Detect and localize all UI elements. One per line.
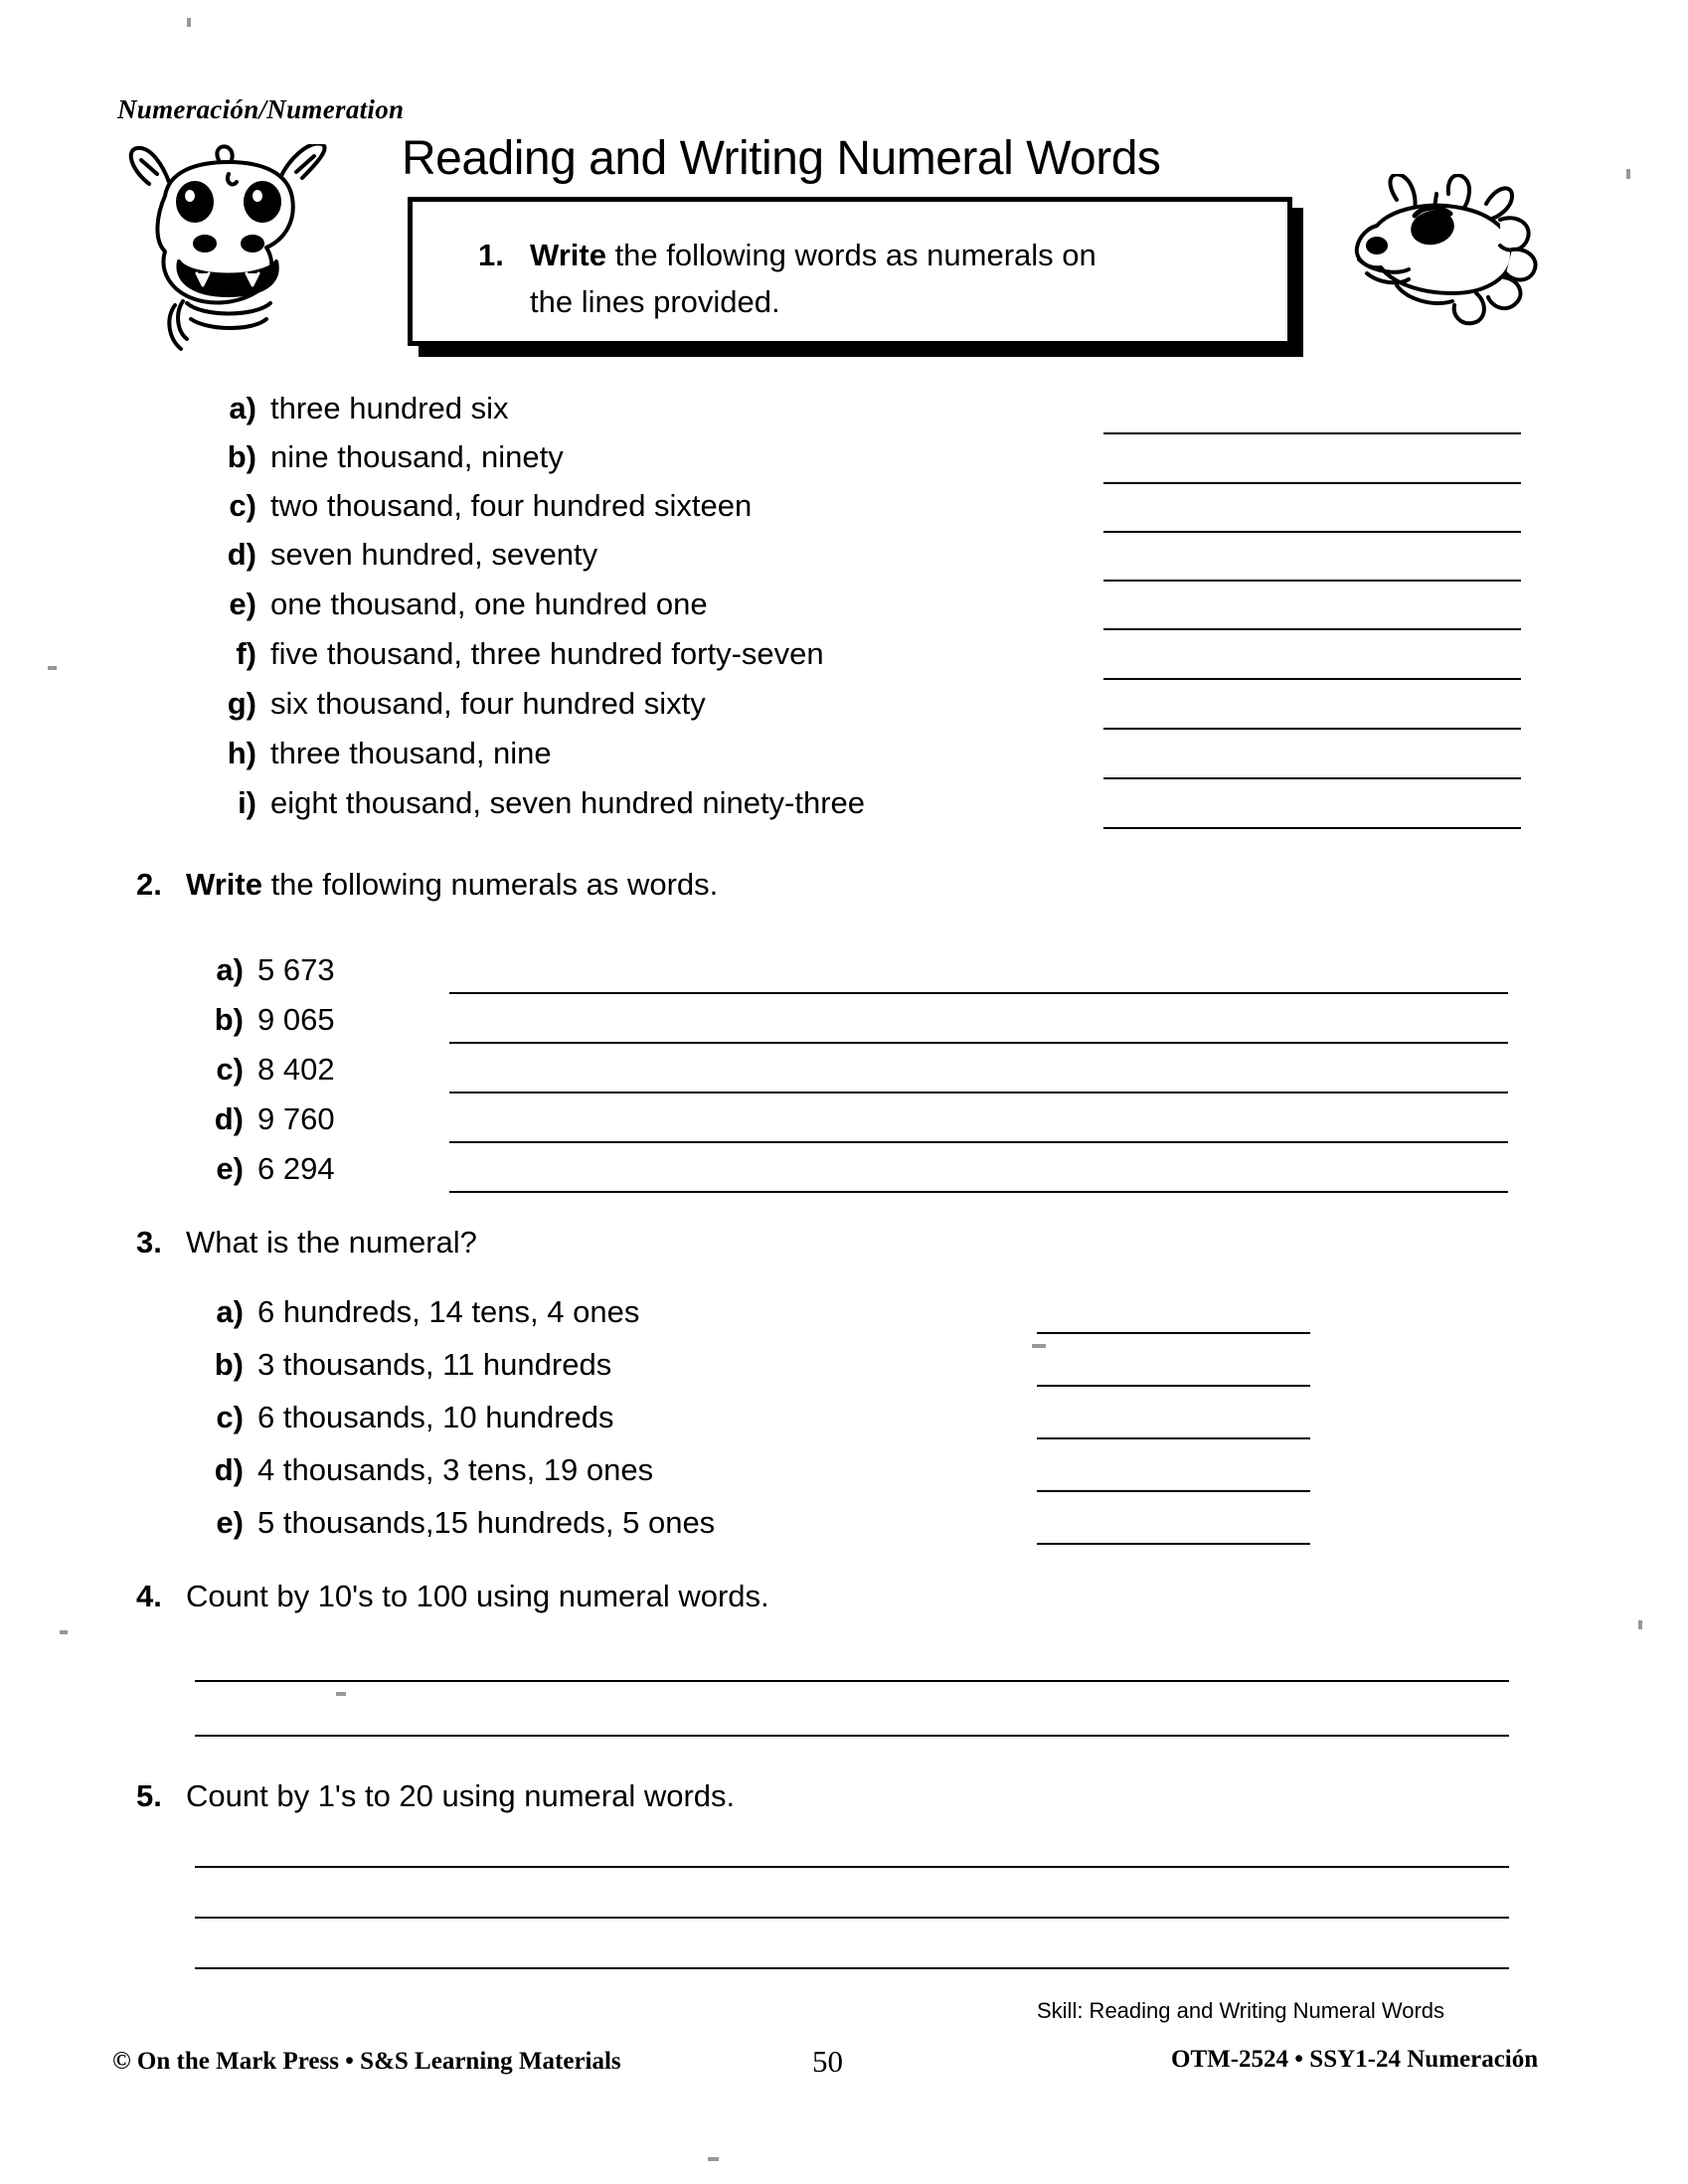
item-label: d) <box>214 1452 244 1487</box>
list-item <box>196 1151 335 1187</box>
question-text: What is the numeral? <box>186 1225 477 1260</box>
answer-line[interactable] <box>1037 1437 1310 1439</box>
instruction-text <box>478 232 1264 325</box>
scan-speckle <box>48 666 57 670</box>
scan-speckle <box>60 1630 68 1634</box>
item-label: b) <box>214 1347 244 1382</box>
instruction-line1: the following words as numerals on <box>605 238 1097 272</box>
answer-line[interactable] <box>1103 728 1521 730</box>
item-label: i) <box>238 785 256 820</box>
footer-copyright: © On the Mark Press • S&S Learning Materials <box>112 2048 621 2075</box>
list-item <box>196 1400 614 1435</box>
answer-line[interactable] <box>449 1191 1508 1193</box>
list-item <box>196 1505 715 1541</box>
item-text: eight thousand, seven hundred ninety-three <box>270 785 866 820</box>
list-item <box>209 686 706 722</box>
instruction-box <box>408 197 1292 346</box>
list-item <box>209 391 509 426</box>
scan-speckle <box>187 18 191 27</box>
item-label: e) <box>216 1151 244 1186</box>
scan-speckle <box>1032 1344 1046 1348</box>
item-label: a) <box>229 391 256 425</box>
question-number: 2. <box>136 867 162 902</box>
item-text: three hundred six <box>270 391 509 425</box>
item-text: 8 402 <box>257 1052 335 1087</box>
item-label: h) <box>227 736 256 770</box>
scan-speckle <box>1638 1620 1642 1629</box>
scan-speckle <box>1626 169 1630 179</box>
list-item <box>196 952 335 988</box>
item-text: 6 hundreds, 14 tens, 4 ones <box>257 1294 640 1329</box>
footer-page-number: 50 <box>812 2044 843 2079</box>
answer-line[interactable] <box>449 1092 1508 1093</box>
answer-line[interactable] <box>195 1866 1509 1868</box>
answer-line[interactable] <box>1103 580 1521 582</box>
item-label: d) <box>214 1101 244 1136</box>
item-label: c) <box>216 1400 244 1434</box>
list-item <box>209 736 552 771</box>
item-text: 6 thousands, 10 hundreds <box>257 1400 614 1434</box>
scan-speckle <box>708 2157 719 2161</box>
answer-line[interactable] <box>195 1680 1509 1682</box>
list-item <box>209 439 564 475</box>
answer-line[interactable] <box>195 1735 1509 1737</box>
item-text: one thousand, one hundred one <box>270 587 708 621</box>
item-text: six thousand, four hundred sixty <box>270 686 706 721</box>
item-label: a) <box>216 1294 244 1329</box>
item-text: 5 thousands,15 hundreds, 5 ones <box>257 1505 716 1540</box>
answer-line[interactable] <box>195 1917 1509 1919</box>
item-text: seven hundred, seventy <box>270 537 598 572</box>
item-text: three thousand, nine <box>270 736 552 770</box>
list-item <box>196 1452 653 1488</box>
item-label: e) <box>216 1505 244 1540</box>
list-item <box>209 537 597 573</box>
list-item <box>209 785 865 821</box>
answer-line[interactable] <box>449 1141 1508 1143</box>
scan-speckle <box>336 1692 346 1696</box>
item-label: c) <box>229 488 256 523</box>
item-text: 9 760 <box>257 1101 335 1136</box>
instruction-line2: the lines provided. <box>530 284 780 319</box>
list-item <box>196 1294 639 1330</box>
item-label: a) <box>216 952 244 987</box>
answer-line[interactable] <box>1037 1332 1310 1334</box>
list-item <box>196 1002 335 1038</box>
item-text: 6 294 <box>257 1151 335 1186</box>
answer-line[interactable] <box>1037 1490 1310 1492</box>
list-item <box>196 1101 335 1137</box>
question-text: Count by 1's to 20 using numeral words. <box>186 1778 736 1813</box>
instruction-verb: Write <box>530 238 606 272</box>
answer-line[interactable] <box>1103 432 1521 434</box>
answer-line[interactable] <box>1103 678 1521 680</box>
item-text: 4 thousands, 3 tens, 19 ones <box>257 1452 654 1487</box>
answer-line[interactable] <box>449 992 1508 994</box>
item-label: c) <box>216 1052 244 1087</box>
answer-line[interactable] <box>1103 531 1521 533</box>
answer-line[interactable] <box>449 1042 1508 1044</box>
question-number: 3. <box>136 1225 162 1260</box>
item-label: d) <box>227 537 256 572</box>
question-number: 5. <box>136 1778 162 1813</box>
answer-line[interactable] <box>195 1967 1509 1969</box>
footer-skill-label: Skill: Reading and Writing Numeral Words <box>1037 1998 1445 2023</box>
list-item <box>196 1347 611 1383</box>
question-text: the following numerals as words. <box>261 867 719 902</box>
answer-line[interactable] <box>1103 628 1521 630</box>
answer-line[interactable] <box>1103 827 1521 829</box>
item-text: 9 065 <box>257 1002 335 1037</box>
item-label: e) <box>229 587 256 621</box>
item-label: g) <box>227 686 256 721</box>
question-number: 4. <box>136 1579 162 1613</box>
answer-line[interactable] <box>1103 482 1521 484</box>
item-text: five thousand, three hundred forty-seven <box>270 636 824 671</box>
question-3-heading <box>136 1225 477 1260</box>
list-item <box>209 636 824 672</box>
answer-line[interactable] <box>1103 777 1521 779</box>
instruction-number: 1. <box>478 238 504 272</box>
answer-line[interactable] <box>1037 1385 1310 1387</box>
item-text: nine thousand, ninety <box>270 439 564 474</box>
question-verb: Write <box>186 867 262 902</box>
list-item <box>209 488 752 524</box>
list-item <box>209 587 708 622</box>
footer-product-code: OTM-2524 • SSY1-24 Numeración <box>1171 2046 1539 2073</box>
question-text: Count by 10's to 100 using numeral words. <box>186 1579 769 1613</box>
item-text: two thousand, four hundred sixteen <box>270 488 753 523</box>
dragon-head-left-icon <box>117 144 341 358</box>
item-label: b) <box>214 1002 244 1037</box>
item-text: 5 673 <box>257 952 335 987</box>
question-4-heading <box>136 1579 769 1614</box>
page-title: Reading and Writing Numeral Words <box>402 132 1161 185</box>
item-label: b) <box>227 439 256 474</box>
list-item <box>196 1052 335 1088</box>
item-label: f) <box>236 636 256 671</box>
question-5-heading <box>136 1778 735 1814</box>
answer-line[interactable] <box>1037 1543 1310 1545</box>
question-2-heading <box>136 867 718 903</box>
subject-label: Numeración/Numeration <box>117 94 405 124</box>
item-text: 3 thousands, 11 hundreds <box>257 1347 612 1382</box>
dragon-head-right-icon <box>1337 174 1551 338</box>
